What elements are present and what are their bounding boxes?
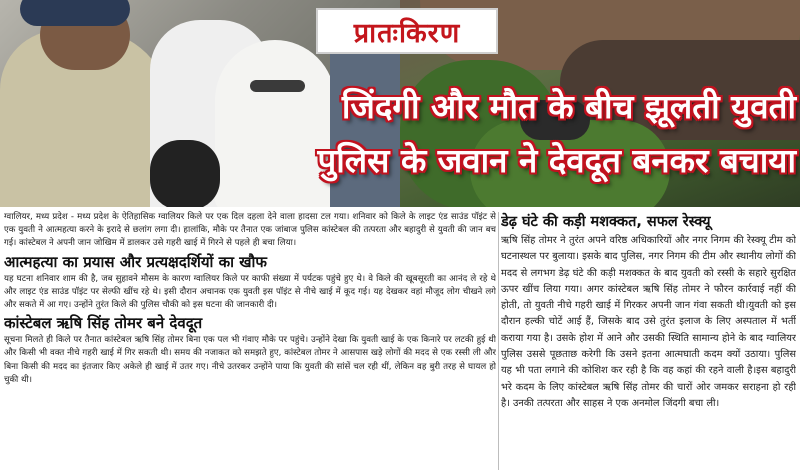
column-divider [498,212,499,470]
article-intro: ग्वालियर, मध्य प्रदेश - मध्य प्रदेश के ऐतिहासिक ग्वालियर किले पर एक दिल दहला देने वाला हादसा टल गया। शनिवार को किले के लाइट एंड साउंड पॉइंट से एक युवती ने आत्महत्या करने के इरादे से छलांग लगा दी। हालांकि, मौके पर तैनात एक जांबाज पुलिस कांस्टेबल की तत्परता और बहादुरी से युवती की जान बच गई। कांस्टेबल ने अपनी जान जोखिम में डालकर उसे गहरी खाई में गिरने से पहले ही बचा लिया। [4,212,496,249]
section-body-attempt: यह घटना शनिवार शाम की है, जब सुहावने मौसम के कारण ग्वालियर किले पर काफी संख्या में पर्यटक पहुंचे हुए थे। वे किले की खूबसूरती का आनंद ले रहे थे और लाइट एंड साउंड पॉइंट पर सेल्फी खींच रहे थे। इसी दौरान अचानक एक युवती इस पॉइंट से नीचे खाई में कूद गई। यह देखकर वहां मौजूद लोग चीखने लगे और सकते में आ गए। उन्होंने तुरंत किले की पुलिस चौकी को इस घटना की जानकारी दी। [4,273,496,311]
article-right-column [501,211,796,471]
veil-eyes-shape [250,80,305,92]
section-heading-constable: कांस्टेबल ऋषि सिंह तोमर बने देवदूत [4,314,203,333]
police-cap-shape [20,0,130,26]
article-left-column [4,211,496,471]
section-body-rescue: ऋषि सिंह तोमर ने तुरंत अपने वरिष्ठ अधिकारियों और नगर निगम की रेस्क्यू टीम को घटनास्थल पर बुलाया। इसके बाद पुलिस, नगर निगम की टीम और स्थानीय लोगों की मदद से लगभग डेढ़ घंटे की कड़ी मशक्कत के बाद युवती को रस्सी के सहारे सुरक्षित ऊपर खींच लिया गया। अगर कांस्टेबल ऋषि सिंह तोमर ने फौरन कार्रवाई नहीं की होती, तो युवती नीचे गहरी खाई में गिरकर अपनी जान गंवा सकती थी।युवती को इस दौरान हल्की चोटें आई हैं, जिसके बाद उसे तुरंत इलाज के लिए अस्पताल में भर्ती कराया गया है। उसके होश में आने और उसकी स्थिति सामान्य होने के बाद ग्वालियर पुलिस उससे पूछताछ करेगी कि उसने इतना आत्मघाती कदम क्यों उठाया। पुलिस यह भी पता लगाने की कोशिश कर रही है कि वह कहां की रहने वाली है।इस बहादुरी भरे कदम के लिए कांस्टेबल ऋषि सिंह तोमर की चारों ओर जमकर सराहना हो रही है। उनकी तत्परता और साहस ने एक अनमोल जिंदगी बचा ली। [501,235,796,409]
headline-line-2: पुलिस के जवान ने देवदूत बनकर बचाया [317,141,796,180]
newspaper-logo [316,8,498,54]
logo-text: प्रातःकिरण [353,17,461,49]
section-heading-rescue: डेढ़ घंटे की कड़ी मशक्कत, सफल रेस्क्यू [501,214,711,230]
headline-line-1: जिंदगी और मौत के बीच झूलती युवती [341,87,796,126]
headline-photo-banner [0,0,800,207]
section-heading-attempt: आत्महत्या का प्रयास और प्रत्यक्षदर्शियों का खौफ [4,252,267,271]
black-bag-shape [150,140,220,207]
section-body-constable: सूचना मिलते ही किले पर तैनात कांस्टेबल ऋषि सिंह तोमर बिना एक पल भी गंवाए मौके पर पहुंचे। उन्होंने देखा कि युवती खाई के एक किनारे पर लटकी हुई थी और किसी भी वक्त नीचे गहरी खाई में गिर सकती थी। समय की नजाकत को समझते हुए, कांस्टेबल तोमर ने आसपास खड़े लोगों की मदद से एक रस्सी ली और बिना किसी की मदद का इंतजार किए अकेले ही खाई में उतर गए। नीचे उतरकर उन्होंने पाया कि युवती की सांसें चल रही थीं, लेकिन वह बुरी तरह से घायल हो चुकी थी। [4,335,496,385]
